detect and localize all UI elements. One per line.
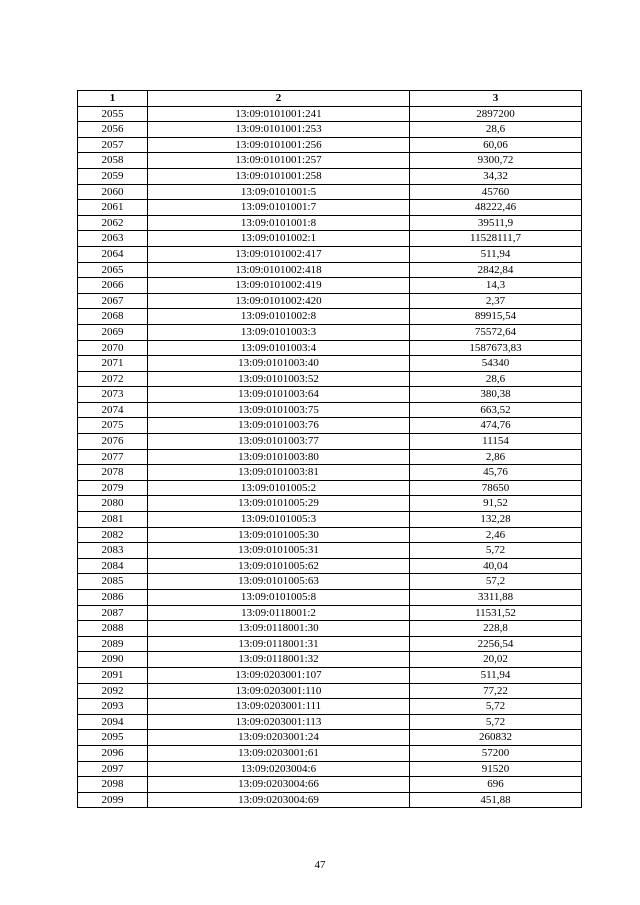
table-row (78, 293, 582, 309)
row-number-cell: 2087 (78, 605, 148, 621)
cadastral-number-cell: 13:09:0101002:418 (148, 262, 410, 278)
row-number-cell: 2095 (78, 730, 148, 746)
value-cell: 45760 (410, 184, 582, 200)
cadastral-number-cell: 13:09:0203001:111 (148, 699, 410, 715)
cadastral-number-cell: 13:09:0101005:63 (148, 574, 410, 590)
page-number: 47 (314, 859, 326, 871)
row-number-cell: 2058 (78, 153, 148, 169)
table-row (78, 449, 582, 465)
table-row (78, 605, 582, 621)
value-cell: 2,37 (410, 293, 582, 309)
value-cell: 2842,84 (410, 262, 582, 278)
value-cell: 2897200 (410, 106, 582, 122)
value-cell: 28,6 (410, 371, 582, 387)
row-number-cell: 2074 (78, 402, 148, 418)
value-cell: 5,72 (410, 714, 582, 730)
table-row (78, 730, 582, 746)
table-row (78, 168, 582, 184)
cadastral-number-cell: 13:09:0101003:76 (148, 418, 410, 434)
cadastral-number-cell: 13:09:0101005:29 (148, 496, 410, 512)
row-number-cell: 2059 (78, 168, 148, 184)
value-cell: 474,76 (410, 418, 582, 434)
cadastral-number-cell: 13:09:0101001:241 (148, 106, 410, 122)
cadastral-number-cell: 13:09:0101003:4 (148, 340, 410, 356)
value-cell: 5,72 (410, 699, 582, 715)
value-cell: 132,28 (410, 512, 582, 528)
value-cell: 14,3 (410, 278, 582, 294)
table-row (78, 137, 582, 153)
value-cell: 57,2 (410, 574, 582, 590)
cadastral-number-cell: 13:09:0101005:62 (148, 558, 410, 574)
table-row (78, 434, 582, 450)
row-number-cell: 2070 (78, 340, 148, 356)
value-cell: 2256,54 (410, 636, 582, 652)
row-number-cell: 2056 (78, 122, 148, 138)
row-number-cell: 2085 (78, 574, 148, 590)
value-cell: 11154 (410, 434, 582, 450)
cadastral-number-cell: 13:09:0203004:6 (148, 761, 410, 777)
table-row (78, 636, 582, 652)
table-row (78, 590, 582, 606)
cadastral-number-cell: 13:09:0101003:40 (148, 356, 410, 372)
cadastral-number-cell: 13:09:0101003:75 (148, 402, 410, 418)
table-row (78, 667, 582, 683)
value-cell: 2,86 (410, 449, 582, 465)
table-row (78, 324, 582, 340)
cadastral-number-cell: 13:09:0101001:8 (148, 215, 410, 231)
cadastral-number-cell: 13:09:0101005:2 (148, 480, 410, 496)
row-number-cell: 2055 (78, 106, 148, 122)
value-cell: 40,04 (410, 558, 582, 574)
column-header-3: 3 (410, 91, 582, 107)
cadastral-number-cell: 13:09:0203001:61 (148, 745, 410, 761)
table-row (78, 621, 582, 637)
cadastral-number-cell: 13:09:0101002:419 (148, 278, 410, 294)
row-number-cell: 2062 (78, 215, 148, 231)
value-cell: 2,46 (410, 527, 582, 543)
row-number-cell: 2086 (78, 590, 148, 606)
cadastral-number-cell: 13:09:0101001:5 (148, 184, 410, 200)
value-cell: 696 (410, 777, 582, 793)
value-cell: 511,94 (410, 246, 582, 262)
cadastral-number-cell: 13:09:0101001:258 (148, 168, 410, 184)
cadastral-number-cell: 13:09:0203001:107 (148, 667, 410, 683)
table-row (78, 122, 582, 138)
row-number-cell: 2078 (78, 465, 148, 481)
row-number-cell: 2090 (78, 652, 148, 668)
value-cell: 663,52 (410, 402, 582, 418)
value-cell: 78650 (410, 480, 582, 496)
cadastral-number-cell: 13:09:0101003:3 (148, 324, 410, 340)
row-number-cell: 2089 (78, 636, 148, 652)
cadastral-number-cell: 13:09:0118001:32 (148, 652, 410, 668)
table-row (78, 278, 582, 294)
table-row (78, 106, 582, 122)
row-number-cell: 2093 (78, 699, 148, 715)
table-row (78, 496, 582, 512)
table-row (78, 745, 582, 761)
value-cell: 5,72 (410, 543, 582, 559)
row-number-cell: 2063 (78, 231, 148, 247)
cadastral-number-cell: 13:09:0203001:113 (148, 714, 410, 730)
cadastral-number-cell: 13:09:0101005:30 (148, 527, 410, 543)
cadastral-number-cell: 13:09:0101005:8 (148, 590, 410, 606)
cadastral-number-cell: 13:09:0101003:52 (148, 371, 410, 387)
value-cell: 60,06 (410, 137, 582, 153)
cadastral-number-cell: 13:09:0101002:417 (148, 246, 410, 262)
row-number-cell: 2092 (78, 683, 148, 699)
row-number-cell: 2088 (78, 621, 148, 637)
value-cell: 260832 (410, 730, 582, 746)
value-cell: 451,88 (410, 792, 582, 808)
row-number-cell: 2075 (78, 418, 148, 434)
value-cell: 1587673,83 (410, 340, 582, 356)
value-cell: 54340 (410, 356, 582, 372)
cadastral-number-cell: 13:09:0118001:30 (148, 621, 410, 637)
row-number-cell: 2094 (78, 714, 148, 730)
table-row (78, 543, 582, 559)
cadastral-number-cell: 13:09:0101001:257 (148, 153, 410, 169)
row-number-cell: 2067 (78, 293, 148, 309)
row-number-cell: 2081 (78, 512, 148, 528)
cadastral-value-table (77, 90, 582, 808)
row-number-cell: 2099 (78, 792, 148, 808)
table-row (78, 777, 582, 793)
row-number-cell: 2072 (78, 371, 148, 387)
table-row (78, 246, 582, 262)
table-row (78, 652, 582, 668)
cadastral-number-cell: 13:09:0101005:31 (148, 543, 410, 559)
row-number-cell: 2079 (78, 480, 148, 496)
table-row (78, 340, 582, 356)
cadastral-number-cell: 13:09:0203004:66 (148, 777, 410, 793)
value-cell: 228,8 (410, 621, 582, 637)
row-number-cell: 2068 (78, 309, 148, 325)
row-number-cell: 2060 (78, 184, 148, 200)
row-number-cell: 2084 (78, 558, 148, 574)
row-number-cell: 2064 (78, 246, 148, 262)
cadastral-number-cell: 13:09:0101003:80 (148, 449, 410, 465)
row-number-cell: 2082 (78, 527, 148, 543)
cadastral-number-cell: 13:09:0101005:3 (148, 512, 410, 528)
table-row (78, 480, 582, 496)
row-number-cell: 2077 (78, 449, 148, 465)
cadastral-number-cell: 13:09:0203001:110 (148, 683, 410, 699)
value-cell: 511,94 (410, 667, 582, 683)
table-row (78, 262, 582, 278)
cadastral-number-cell: 13:09:0203001:24 (148, 730, 410, 746)
value-cell: 20,02 (410, 652, 582, 668)
row-number-cell: 2097 (78, 761, 148, 777)
table-row (78, 184, 582, 200)
column-header-2: 2 (148, 91, 410, 107)
table-row (78, 215, 582, 231)
cadastral-number-cell: 13:09:0101003:81 (148, 465, 410, 481)
table-row (78, 527, 582, 543)
cadastral-number-cell: 13:09:0118001:2 (148, 605, 410, 621)
table-row (78, 792, 582, 808)
table-row (78, 402, 582, 418)
value-cell: 39511,9 (410, 215, 582, 231)
table-row (78, 465, 582, 481)
table-row (78, 699, 582, 715)
value-cell: 11528111,7 (410, 231, 582, 247)
value-cell: 91,52 (410, 496, 582, 512)
value-cell: 91520 (410, 761, 582, 777)
table-row (78, 418, 582, 434)
cadastral-number-cell: 13:09:0101003:77 (148, 434, 410, 450)
table-row (78, 558, 582, 574)
row-number-cell: 2057 (78, 137, 148, 153)
row-number-cell: 2098 (78, 777, 148, 793)
row-number-cell: 2083 (78, 543, 148, 559)
table-row (78, 761, 582, 777)
row-number-cell: 2066 (78, 278, 148, 294)
row-number-cell: 2080 (78, 496, 148, 512)
table-header-row (78, 91, 582, 107)
cadastral-number-cell: 13:09:0101002:420 (148, 293, 410, 309)
table-row (78, 231, 582, 247)
row-number-cell: 2091 (78, 667, 148, 683)
row-number-cell: 2073 (78, 387, 148, 403)
cadastral-number-cell: 13:09:0101001:256 (148, 137, 410, 153)
cadastral-number-cell: 13:09:0203004:69 (148, 792, 410, 808)
value-cell: 57200 (410, 745, 582, 761)
table-row (78, 683, 582, 699)
column-header-1: 1 (78, 91, 148, 107)
value-cell: 9300,72 (410, 153, 582, 169)
row-number-cell: 2061 (78, 200, 148, 216)
value-cell: 45,76 (410, 465, 582, 481)
row-number-cell: 2065 (78, 262, 148, 278)
table-row (78, 309, 582, 325)
value-cell: 77,22 (410, 683, 582, 699)
cadastral-number-cell: 13:09:0101003:64 (148, 387, 410, 403)
table-row (78, 371, 582, 387)
value-cell: 28,6 (410, 122, 582, 138)
cadastral-number-cell: 13:09:0101002:1 (148, 231, 410, 247)
value-cell: 11531,52 (410, 605, 582, 621)
table-row (78, 387, 582, 403)
row-number-cell: 2069 (78, 324, 148, 340)
table-row (78, 574, 582, 590)
value-cell: 380,38 (410, 387, 582, 403)
value-cell: 3311,88 (410, 590, 582, 606)
table-row (78, 512, 582, 528)
table-row (78, 200, 582, 216)
row-number-cell: 2076 (78, 434, 148, 450)
table-row (78, 153, 582, 169)
table-row (78, 356, 582, 372)
cadastral-number-cell: 13:09:0118001:31 (148, 636, 410, 652)
value-cell: 34,32 (410, 168, 582, 184)
cadastral-number-cell: 13:09:0101002:8 (148, 309, 410, 325)
table-body (78, 106, 582, 808)
cadastral-number-cell: 13:09:0101001:7 (148, 200, 410, 216)
row-number-cell: 2096 (78, 745, 148, 761)
value-cell: 89915,54 (410, 309, 582, 325)
cadastral-number-cell: 13:09:0101001:253 (148, 122, 410, 138)
value-cell: 48222,46 (410, 200, 582, 216)
row-number-cell: 2071 (78, 356, 148, 372)
table-row (78, 714, 582, 730)
value-cell: 75572,64 (410, 324, 582, 340)
